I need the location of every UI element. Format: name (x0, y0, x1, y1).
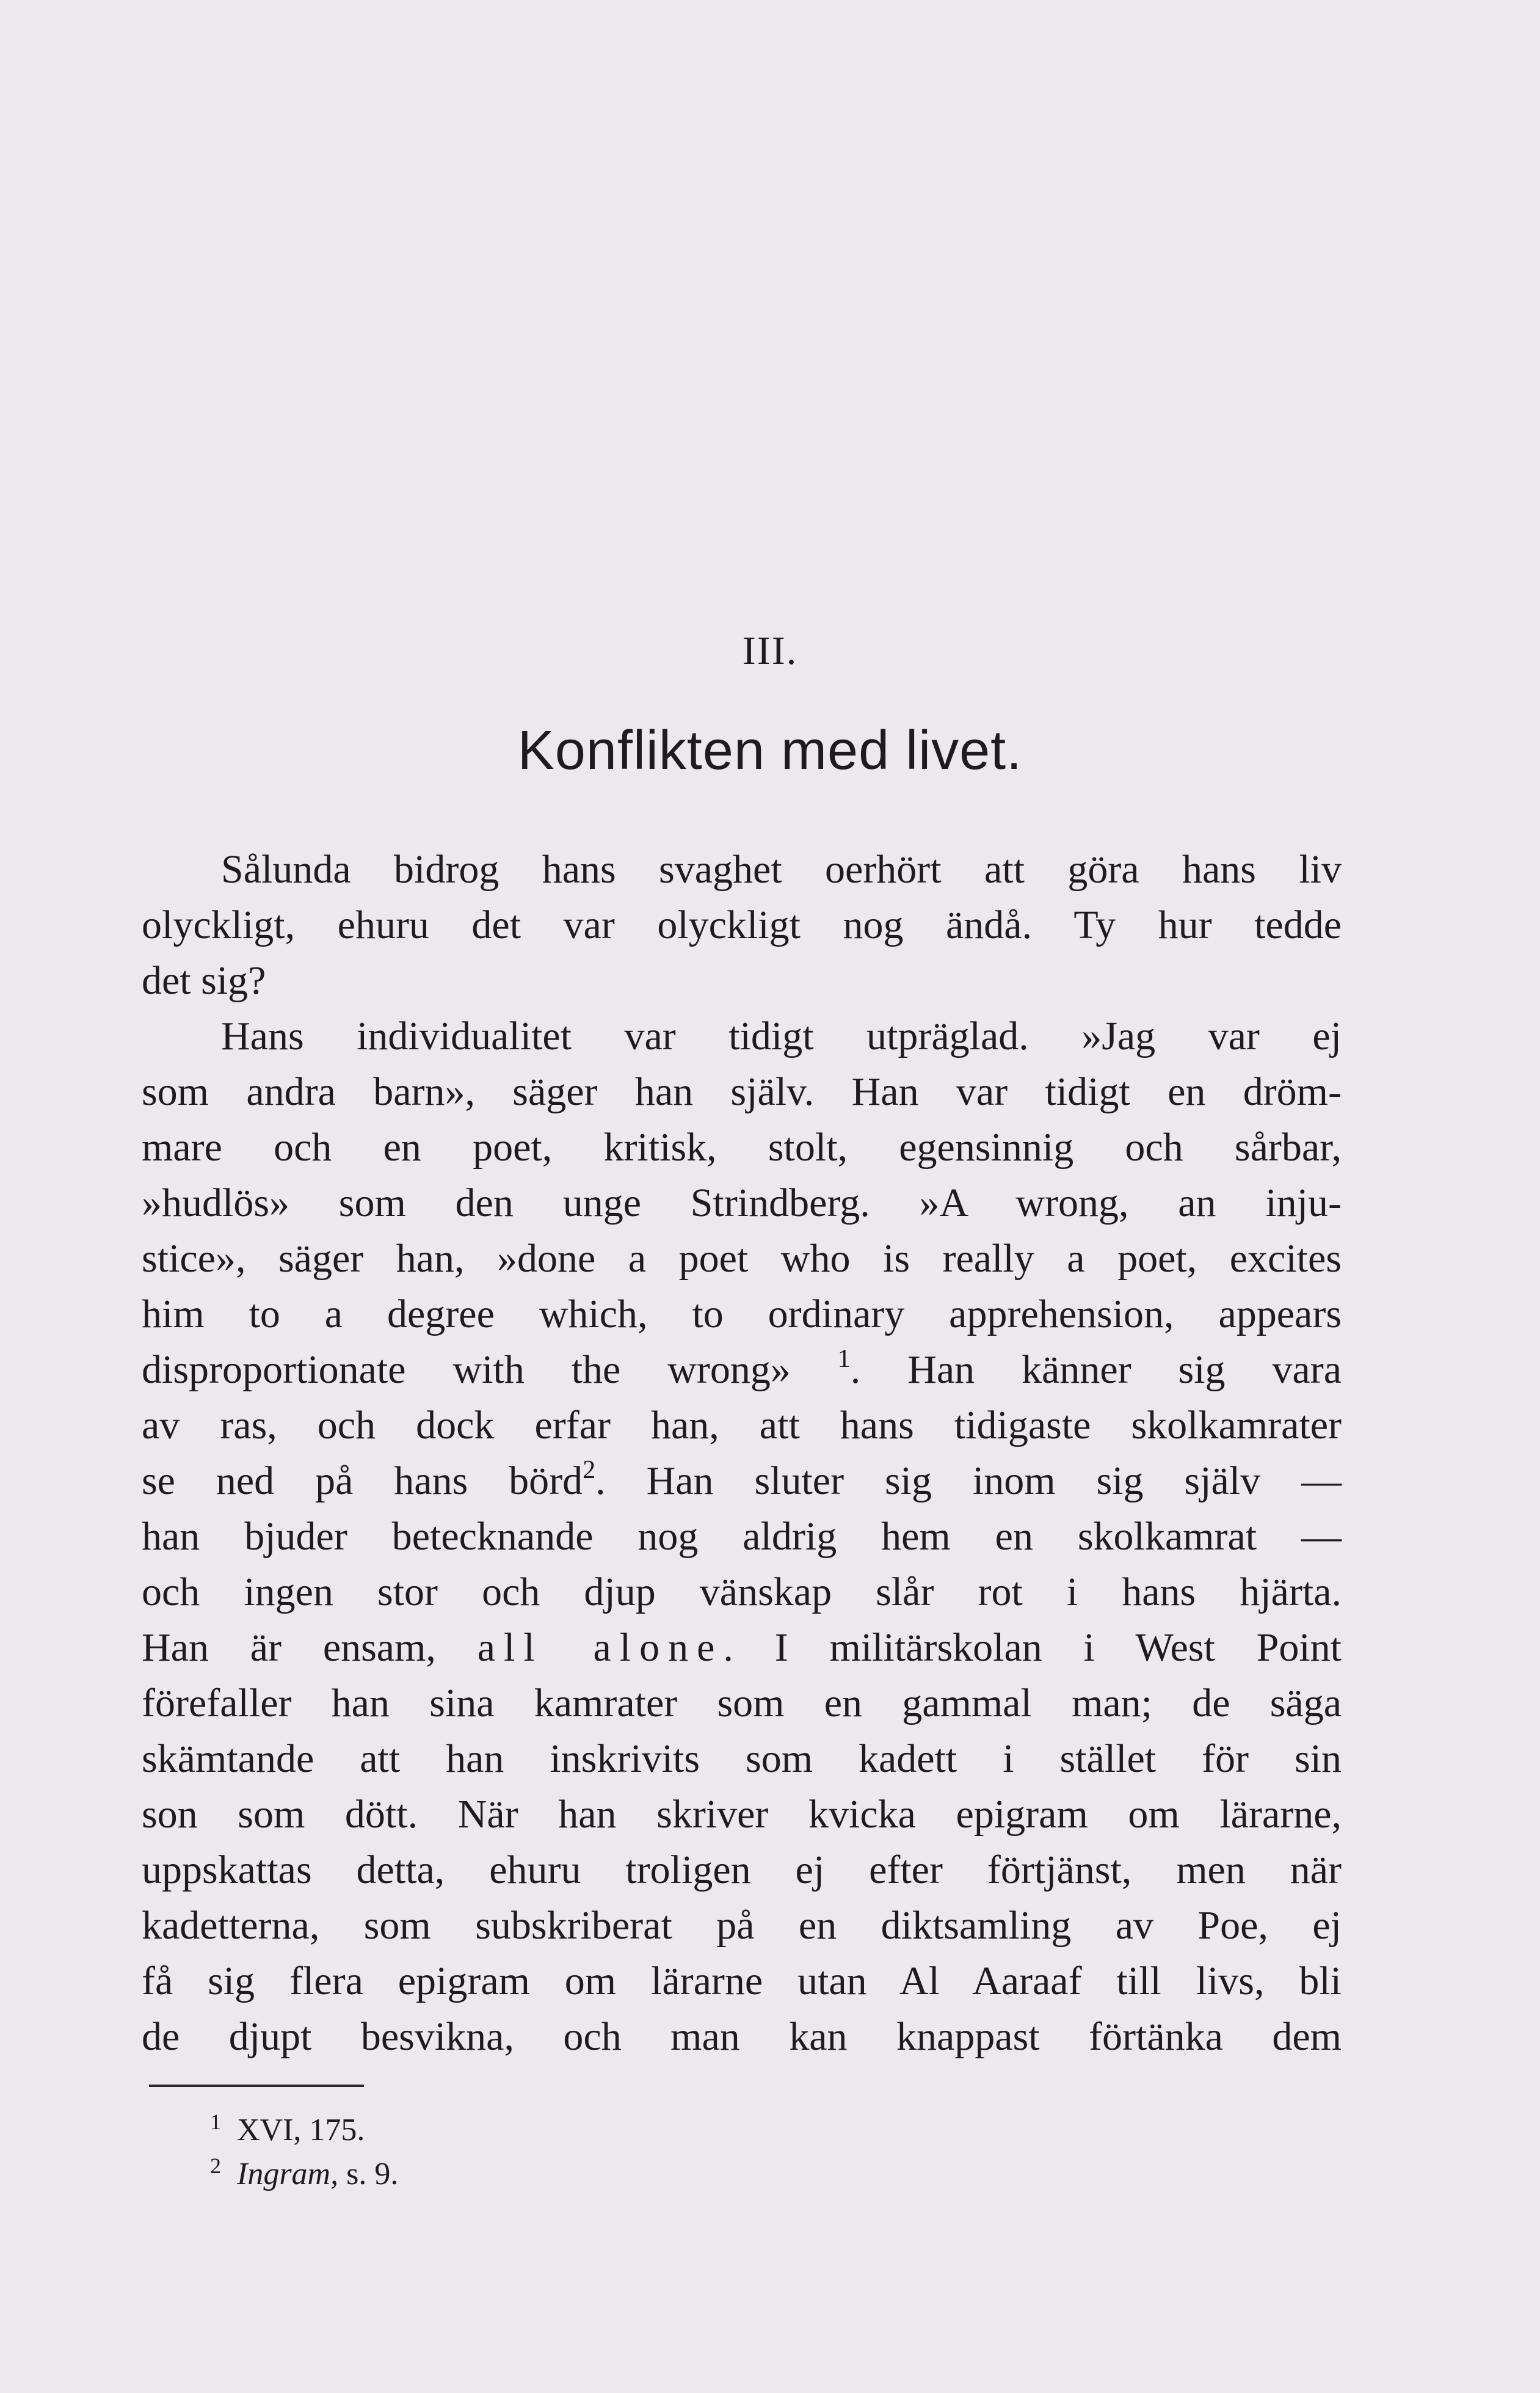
footnotes (210, 2108, 399, 2196)
text-line: olyckligt, ehuru det var olyckligt nog ändå. Ty hur tedde (142, 903, 1342, 947)
footnote-1 (210, 2108, 398, 2152)
text-segment: disproportionate with the wrong» (142, 1347, 791, 1392)
text-line: mare och en poet, kritisk, stolt, egensinnig och sårbar, (142, 1125, 1342, 1170)
emphasized-text: all alone (477, 1625, 724, 1670)
text-line: få sig flera epigram om lärarne utan Al Aaraaf till livs, bli (142, 1959, 1342, 2003)
footnote-divider (149, 2085, 364, 2087)
footnote-2 (210, 2152, 399, 2196)
text-segment: se ned på hans börd (142, 1459, 583, 1503)
text-line (142, 1342, 1342, 1397)
text-line: kadetterna, som subskriberat på en diktsamling av Poe, ej (142, 1903, 1342, 1948)
footnote-ref: 2 (583, 1456, 596, 1484)
body-text (142, 842, 1342, 2064)
text-line: stice», säger han, »done a poet who is really a poet, excites (142, 1236, 1342, 1281)
text-line: det sig? (142, 958, 266, 1003)
text-line: av ras, och dock erfar han, att hans tidigaste skolkamrater (142, 1403, 1342, 1448)
chapter-number: III. (742, 628, 798, 673)
text-line: Sålunda bidrog hans svaghet oerhört att göra hans liv (221, 847, 1342, 892)
chapter-title: Konflikten med livet. (517, 720, 1023, 781)
footnote-page: s. 9. (338, 2157, 399, 2191)
text-line: him to a degree which, to ordinary apprehension, appears (142, 1292, 1342, 1336)
text-segment: . Han sluter sig inom sig själv — (595, 1459, 1342, 1503)
text-line: förefaller han sina kamrater som en gammal man; de säga (142, 1681, 1342, 1725)
footnote-text: XVI, 175. (237, 2113, 365, 2147)
footnote-mark: 1 (210, 2110, 221, 2134)
text-line: skämtande att han inskrivits som kadett i stället för sin (142, 1736, 1342, 1781)
text-segment: Han är ensam, (142, 1625, 478, 1670)
text-line: de djupt besvikna, och man kan knappast förtänka dem (142, 2014, 1342, 2059)
text-line: och ingen stor och djup vänskap slår rot i hans hjärta. (142, 1570, 1342, 1614)
footnote-ref: 1 (837, 1345, 851, 1373)
text-line (142, 1453, 1342, 1509)
footnote-source: Ingram, (237, 2157, 339, 2191)
text-line: som andra barn», säger han själv. Han var tidigt en dröm- (142, 1069, 1342, 1114)
text-line (142, 1620, 1342, 1675)
text-line: Hans individualitet var tidigt utpräglad. »Jag var ej (221, 1014, 1342, 1058)
text-line: han bjuder betecknande nog aldrig hem en skolkamrat — (142, 1514, 1342, 1559)
text-line: son som dött. När han skriver kvicka epigram om lärarne, (142, 1792, 1342, 1837)
text-segment: . I militärskolan i West Point (723, 1625, 1342, 1670)
text-line: »hudlös» som den unge Strindberg. »A wrong, an inju- (142, 1181, 1342, 1225)
footnote-mark: 2 (210, 2154, 221, 2178)
text-segment: . Han känner sig vara (850, 1347, 1342, 1392)
text-line: uppskattas detta, ehuru troligen ej efter förtjänst, men när (142, 1848, 1342, 1892)
